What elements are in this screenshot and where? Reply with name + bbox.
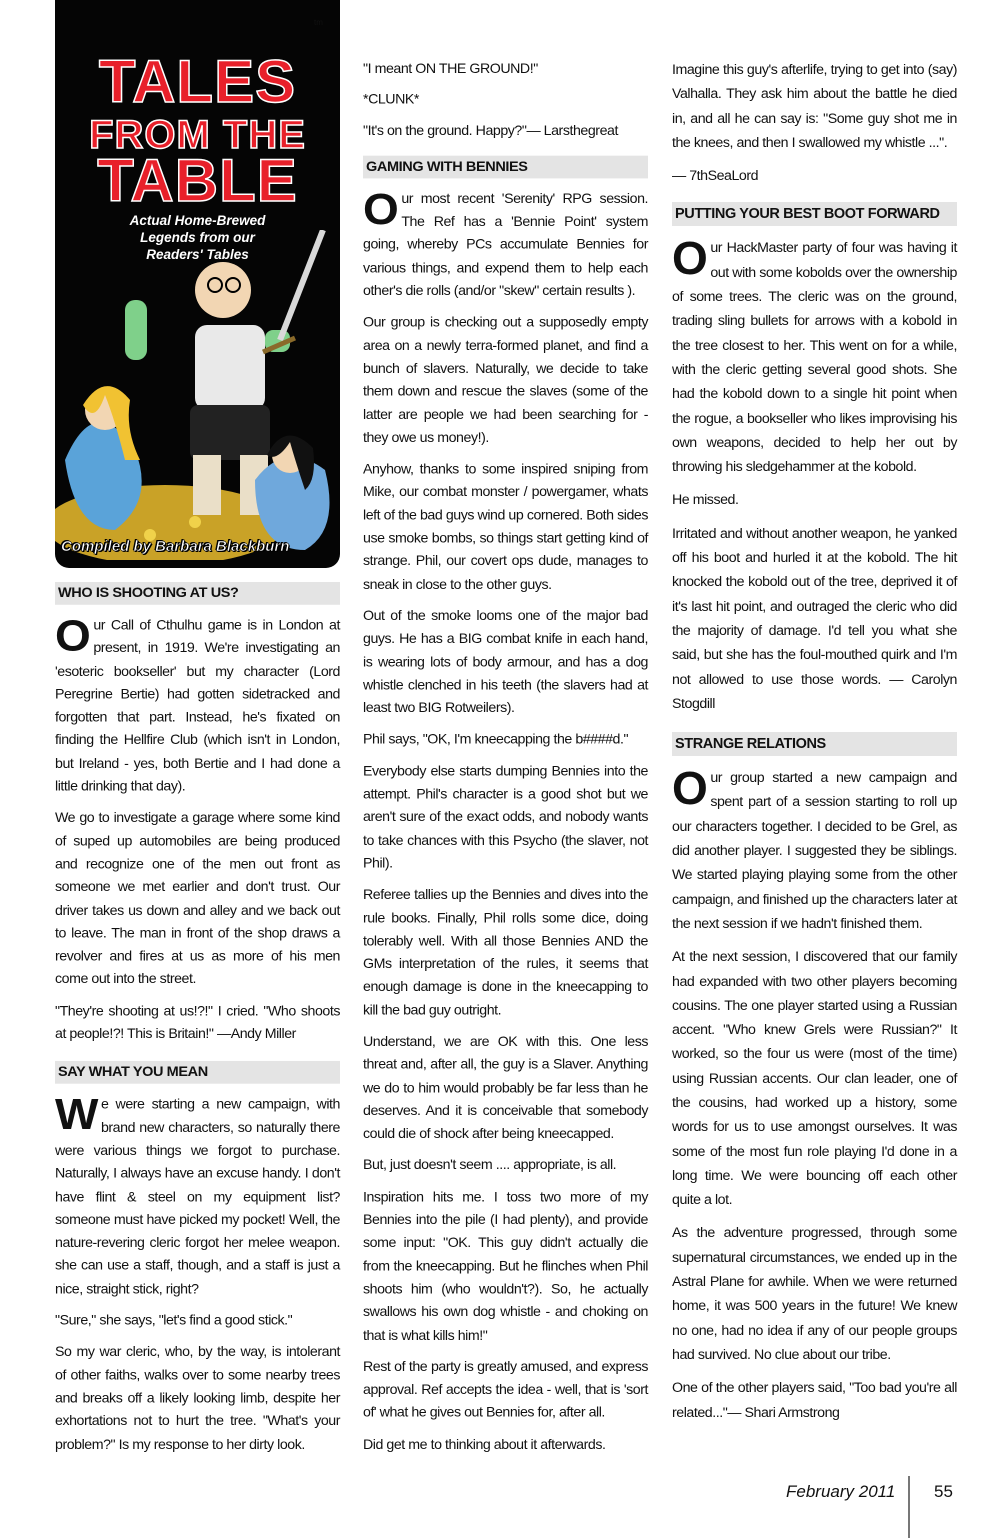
paragraph: He missed. <box>672 492 739 509</box>
paragraph: "Sure," she says, "let's find a good stick." <box>55 1313 293 1329</box>
paragraph: At the next session, I discovered that our family had expanded with two other players becoming cousins. The one player started using a Russian accent. "Who knew Grels were Russian?" It worked, so the four us were (most of the time) using Russian accents. Our clan leader, one of the cousins, had worked up a history, some words for us to use amongst ourselves. It was some of the most fun role playing I'd done in a long time. We were bouncing off each other quite a lot. <box>672 949 957 1209</box>
footer-divider <box>908 1476 910 1538</box>
paragraph: Imagine this guy's afterlife, trying to get into (say) Valhalla. They ask him about the battle he died in, and all he can say is: "Some guy shot me in the knees, and then I swallowed my whistle ...". <box>672 62 957 151</box>
paragraph: Inspiration hits me. I toss two more of my Bennies into the pile (I had plenty), and provide some input: "OK. This guy didn't actually die from the kneecapping. But he flinches when Phil shoots him (who wouldn't?). So, he actually swallows his own dog whistle - and choking on that is what kills him!" <box>363 1189 648 1344</box>
paragraph: Out of the smoke looms one of the major bad guys. He has a BIG combat knife in each hand, is wearing lots of body armour, and has a dog whistle clenched in his teeth (the slavers had at least two BIG Rotweilers). <box>363 608 648 717</box>
drop-cap: O <box>363 183 399 234</box>
paragraph: But, just doesn't seem .... appropriate, is all. <box>363 1158 617 1174</box>
paragraph: Rest of the party is greatly amused, and express approval. Ref accepts the idea - well, that is 'sort of' what he gives out Bennies for, after all. <box>363 1359 648 1421</box>
paragraph: "I meant ON THE GROUND!" <box>363 61 538 77</box>
paragraph: Our HackMaster party of four was having it out with some kobolds over the ownership of some trees. The cleric was on the ground, trading sling bullets for arrows with a kobold in the tree closest to her. This went on for a while, with the cleric getting several good shots. She had the kobold down to a single hit point when the rogue, a bookseller who likes improvising his own weapons, decided to help her out by throwing his sledgehammer at the kobold. <box>672 232 957 476</box>
paragraph: Our most recent 'Serenity' RPG session. The Ref has a 'Bennie Point' system going, whereby PCs accumulate Bennies for various things, and expend them to help each other's die rolls (and/or "skew" certain results ). <box>363 183 648 299</box>
paragraph: One of the other players said, "Too bad you're all related..."— Shari Armstrong <box>672 1380 957 1421</box>
paragraph: "It's on the ground. Happy?"— Larsthegreat <box>363 123 618 139</box>
cover-subtitle-line1: Actual Home-Brewed <box>129 213 266 228</box>
hero-leg-left <box>193 455 221 515</box>
paragraph: *CLUNK* <box>363 92 419 108</box>
column-1 <box>55 582 340 1465</box>
drop-cap: O <box>55 610 91 660</box>
paragraph: Our Call of Cthulhu game is in London at present, in 1919. We're investigating an 'esoteric bookseller' but my character (Lord Peregrine Bertie) had gotten sidetracked and forgotten that part. Instead, he's fixated on finding the Hellfire Club (which isn't in London, but Ireland - yes, both Bertie and I had done a little drinking that day). <box>55 610 340 795</box>
paragraph: We go to investigate a garage where some kind of suped up automobiles are being produced and recognize one of the men out front as someone we met earlier and don't trust. Our driver takes us down and alley and we back out to leave. The man in front of the shop draws a revolver and fires at us as more of his men come out into the street. <box>55 810 340 988</box>
cover-title-line2: FROM THE <box>89 113 306 157</box>
section-heading-who-is-shooting: WHO IS SHOOTING AT US? <box>55 582 340 605</box>
hero-arm-left <box>125 300 147 360</box>
paragraph: Our group is checking out a supposedly empty area on a newly terra-formed planet, and find a bunch of slavers. Naturally, we decide to take them down and rescue the slaves (some of the latter are people we had been searching for - they owe us money!). <box>363 315 648 446</box>
paragraph: We were starting a new campaign, with brand new characters, so naturally there were various things we forgot to purchase. Naturally, I always have an excuse handy. I don't have flint & steel on my equipment list? someone must have picked my pocket! Well, the nature-revering cleric forgot her melee weapon. she can use a staff, though, and a staff is just a nice, straight stick, right? <box>55 1089 340 1297</box>
cover-illustration <box>55 230 340 560</box>
cover-subtitle-line2: Legends from our <box>140 230 255 245</box>
drop-cap: O <box>672 232 708 285</box>
column-2 <box>363 58 648 1465</box>
cover-subtitle-line3: Readers' Tables <box>146 247 249 262</box>
paragraph: Did get me to thinking about it afterwards. <box>363 1437 606 1453</box>
coin-2 <box>189 516 201 528</box>
page-number: 55 <box>934 1482 953 1501</box>
paragraph: Referee tallies up the Bennies and dives into the rule books. Finally, Phil rolls some dice, doing tolerably well. With all those Bennies AND the GMs interpretation of the rules, it seems that enough damage is done in the kneecapping to kill the bad guy outright. <box>363 887 648 1019</box>
section-heading-best-boot-forward: PUTTING YOUR BEST BOOT FORWARD <box>672 202 957 226</box>
trademark-mark: tm <box>314 18 323 27</box>
hero-legs <box>190 405 270 460</box>
paragraph: Irritated and without another weapon, he yanked off his boot and hurled it at the kobold. The hit knocked the kobold out of the tree, deprived it of it's last hit point, and outraged the cleric who did the majority of damage. I'd tell you what she said, but she has the foul-mouthed quirk and I'm not allowed to use those words. — Carolyn Stogdill <box>672 525 957 712</box>
cover-title-line1: TALES <box>98 48 297 115</box>
paragraph: "They're shooting at us!?!" I cried. "Who shoots at people!?! This is Britain!" —Andy Miller <box>55 1003 340 1043</box>
cover-image <box>55 0 340 568</box>
paragraph: As the adventure progressed, through some supernatural circumstances, we ended up in the Astral Plane for awhile. When we were returned home, it was 500 years in the future! We knew no one, had no idea if any of our people groups had survived. No clue about our tribe. <box>672 1225 957 1363</box>
paragraph: Everybody else starts dumping Bennies into the attempt. Phil's character is a good shot but we aren't sure of the exact odds, and nobody wants to take chances with this Psycho (the slaver, not Phil). <box>363 764 648 872</box>
paragraph: Anyhow, thanks to some inspired sniping from Mike, our combat monster / powergamer, whats left of the bad guys wind up cornered. Both sides use smoke bombs, so things start getting kind of strange. Phil, our covert ops dude, manages to sneak in close to the other guys. <box>363 462 648 593</box>
section-heading-gaming-with-bennies: GAMING WITH BENNIES <box>363 156 648 179</box>
drop-cap: W <box>55 1089 98 1140</box>
signature: — 7thSeaLord <box>672 168 759 185</box>
paragraph: So my war cleric, who, by the way, is intolerant of other faiths, walks over to some nearby trees and breaks off a likely looking limb, despite her exhortations not to hurt the tree. "What's your problem?" Is my response to her dirty look. <box>55 1344 340 1453</box>
section-heading-say-what-you-mean: SAY WHAT YOU MEAN <box>55 1061 340 1084</box>
column-3 <box>672 58 957 1434</box>
drop-cap: O <box>672 762 708 815</box>
hero-torso <box>195 325 265 410</box>
paragraph: Phil says, "OK, I'm kneecapping the b####d." <box>363 732 629 748</box>
hero-head <box>195 262 251 318</box>
section-heading-strange-relations: STRANGE RELATIONS <box>672 732 957 756</box>
footer-issue-date: February 2011 <box>786 1482 896 1501</box>
compiled-by: Compiled by Barbara Blackburn <box>61 538 290 555</box>
sword <box>280 230 323 340</box>
paragraph: Understand, we are OK with this. One less threat and, after all, the guy is a Slaver. Anything we do to him would probably be far less than he deserves. And it is conceivable that somebody could die of shock after being kneecapped. <box>363 1034 648 1142</box>
cover-title-line3: TABLE <box>97 147 298 214</box>
paragraph: Our group started a new campaign and spent part of a session starting to roll up our characters together. I decided to be Grel, as did another player. I suggested they be siblings. We started playing playing some from the other campaign, and finished up the characters later at the next session if we hadn't finished them. <box>672 762 957 932</box>
